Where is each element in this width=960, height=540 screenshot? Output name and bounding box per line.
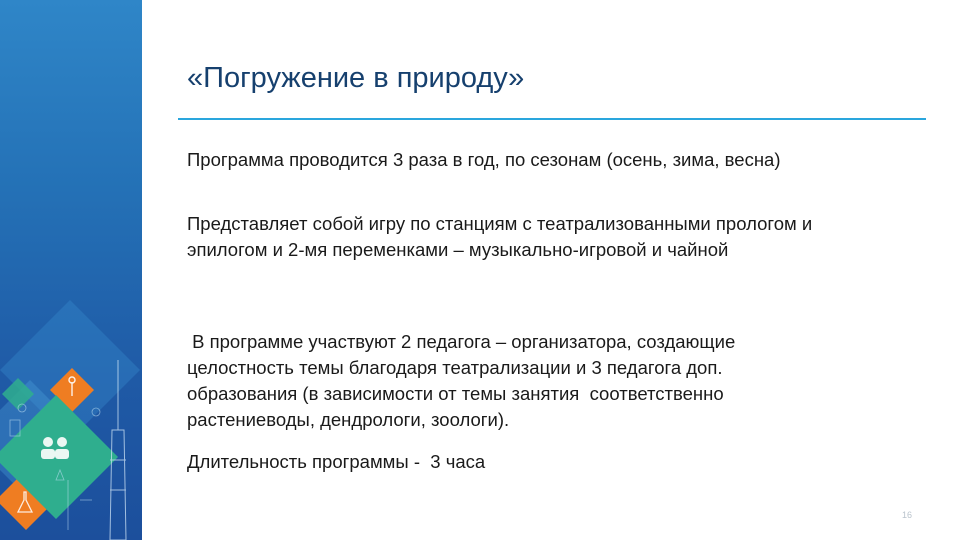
slide-title: «Погружение в природу» — [187, 62, 525, 94]
decorative-sidebar — [0, 0, 142, 540]
paragraph-line: растениеводы, дендрологи, зоологи). — [187, 409, 510, 430]
paragraph-line: эпилогом и 2-мя переменками – музыкально-игровой и чайной — [187, 239, 729, 260]
paragraph-duration — [187, 449, 485, 475]
paragraph-line: Программа проводится 3 раза в год, по сезонам (осень, зима, весна) — [187, 149, 781, 170]
paragraph-schedule — [187, 147, 781, 173]
paragraph-line: В программе участвуют 2 педагога – организатора, создающие — [187, 331, 736, 352]
page-number: 16 — [902, 510, 913, 520]
paragraph-line: Длительность программы - 3 часа — [187, 451, 486, 472]
paragraph-line: образования (в зависимости от темы занятия соответственно — [187, 383, 724, 404]
paragraph-line: целостность темы благодаря театрализации и 3 педагога доп. — [187, 357, 723, 378]
title-divider — [178, 118, 926, 120]
sidebar-pattern — [0, 0, 142, 540]
paragraph-format — [187, 211, 812, 263]
paragraph-staff — [187, 303, 735, 433]
paragraph-line: Представляет собой игру по станциям с театрализованными прологом и — [187, 213, 813, 234]
